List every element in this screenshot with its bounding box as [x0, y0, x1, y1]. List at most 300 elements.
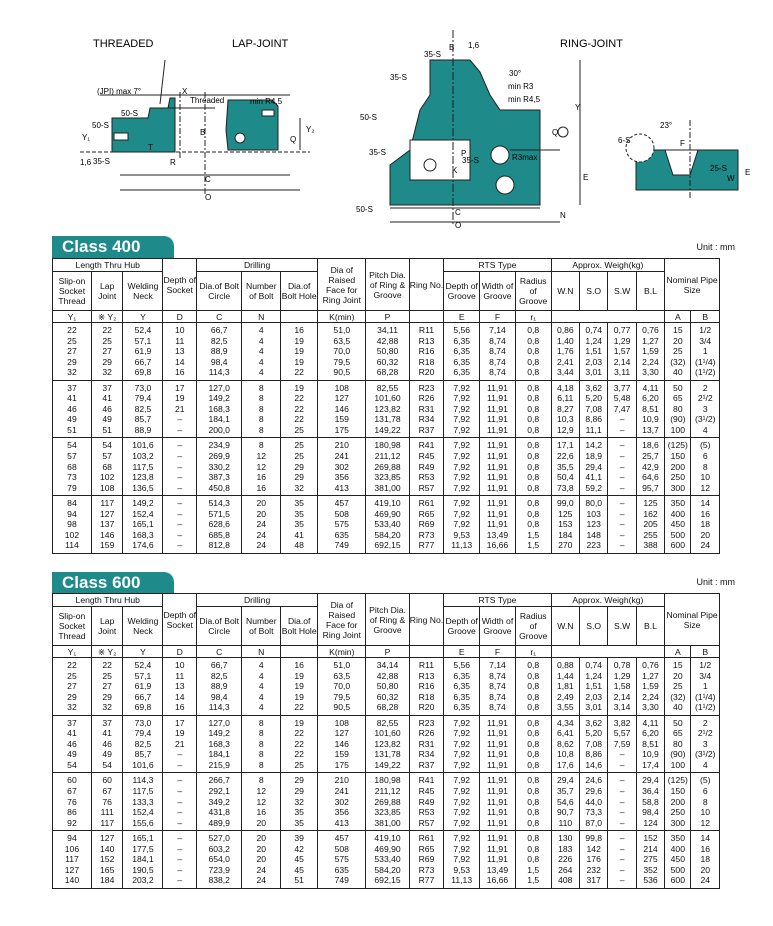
cell-value: 95,7 [642, 482, 659, 493]
cell-value: 4 [258, 670, 264, 681]
cell-sw [608, 438, 636, 496]
flange-diagram [0, 0, 773, 228]
cell-value: 41 [102, 728, 112, 739]
cell-value: 11,91 [487, 508, 508, 519]
symbol-blank [281, 646, 318, 658]
symbol-c: C [197, 311, 242, 323]
cell-k [318, 323, 366, 381]
cell-value: 2,03 [585, 691, 603, 702]
title-ring-joint: RING-JOINT [560, 38, 623, 50]
cell-value: 388 [643, 540, 658, 551]
cell-value: 16 [294, 660, 304, 670]
header-nominal-pipe-size: Nominal Pipe Size [665, 594, 720, 646]
cell-value: 131,78 [374, 414, 401, 425]
cell-value: 11,91 [487, 749, 508, 760]
cell-value: 0,8 [527, 817, 540, 828]
cell-value: 14,6 [585, 759, 603, 770]
cell-value: 0,8 [527, 833, 540, 844]
header-sw: S.W [608, 607, 636, 646]
cell-value: 11,91 [487, 482, 508, 493]
cell-value: 1,51 [585, 346, 603, 357]
cell-value: 66,7 [134, 691, 152, 702]
cell-value: 152 [643, 833, 658, 844]
cell-value: 20 [256, 498, 267, 509]
cell-value: 1,29 [613, 335, 631, 346]
cell-value: 0,8 [527, 759, 540, 770]
cell-so [580, 831, 608, 889]
cell-a [665, 773, 691, 831]
cell-value: 7,92 [453, 403, 471, 414]
cell-value: 73,8 [556, 482, 574, 493]
cell-value: 37 [67, 382, 77, 393]
cell-hole [281, 380, 318, 438]
cell-value: 12 [700, 482, 711, 493]
cell-value: 25 [67, 670, 77, 681]
cell-c [197, 380, 242, 438]
cell-value: – [619, 424, 625, 435]
cell-value: 61,9 [134, 681, 152, 692]
label-p: P [461, 149, 467, 158]
cell-value: 20 [700, 864, 711, 875]
cell-value: 3 [702, 738, 708, 749]
cell-a [665, 715, 691, 773]
cell-value: 180,98 [374, 775, 401, 786]
cell-value: 68,28 [376, 702, 399, 713]
cell-value: 16 [294, 325, 304, 335]
cell-y1 [53, 323, 92, 381]
cell-value: 300 [670, 817, 685, 828]
cell-y1 [53, 496, 92, 554]
cell-a [665, 380, 691, 438]
cell-hole [281, 323, 318, 381]
label-o-left: O [205, 193, 212, 202]
symbol-blank [551, 311, 665, 323]
cell-value: 5,48 [613, 393, 631, 404]
cell-value: 7,92 [453, 728, 471, 739]
cell-value: 94 [67, 833, 77, 844]
cell-value: 35 [294, 519, 304, 530]
cell-value: 20 [700, 529, 711, 540]
cell-value: 200 [670, 796, 685, 807]
cell-y2 [91, 380, 123, 438]
cell-value: 6,35 [453, 691, 471, 702]
cell-value: 37 [67, 717, 77, 728]
cell-value: 12 [256, 786, 267, 797]
cell-value: 18 [700, 854, 711, 865]
cell-value: 150 [670, 786, 685, 797]
cell-value: R23 [418, 717, 435, 728]
cell-value: 146 [334, 403, 349, 414]
cell-value: 8,74 [489, 670, 506, 681]
cell-value: 223 [586, 540, 601, 551]
cell-value: 51,0 [333, 660, 351, 670]
cell-value: 67 [102, 786, 112, 797]
cell-value: 125 [643, 498, 658, 509]
cell-value: 168,3 [132, 529, 154, 540]
cell-value: 140 [64, 875, 80, 886]
cell-value: 584,20 [374, 864, 401, 875]
cell-value: – [177, 529, 183, 540]
cell-value: 100 [670, 424, 685, 435]
title-lap-joint: LAP-JOINT [232, 38, 289, 50]
cell-value: 749 [334, 875, 349, 886]
cell-value: 162 [643, 508, 658, 519]
cell-sw [608, 496, 636, 554]
cell-value: 90,7 [556, 807, 574, 818]
cell-hole [281, 831, 318, 889]
cell-value: (3¹/2) [694, 749, 716, 760]
cell-value: 35,5 [556, 461, 574, 472]
cell-value: 7,92 [453, 440, 471, 451]
cell-so [580, 773, 608, 831]
cell-value: 111 [100, 807, 114, 818]
cell-ring [409, 773, 444, 831]
cell-value: 25 [673, 346, 683, 357]
cell-value: – [177, 775, 183, 786]
cell-c [197, 323, 242, 381]
cell-value: – [177, 451, 183, 462]
cell-value: 7,14 [489, 660, 506, 670]
cell-value: – [619, 875, 625, 886]
cell-value: R31 [418, 738, 435, 749]
cell-value: 49 [102, 414, 112, 425]
cell-value: 4 [258, 346, 264, 357]
cell-value: 210 [334, 440, 349, 451]
cell-n [242, 496, 281, 554]
cell-value: R16 [418, 681, 435, 692]
cell-value: 210 [334, 775, 349, 786]
cell-value: 22 [294, 749, 304, 760]
cell-value: 153 [558, 519, 573, 530]
cell-value: 35 [294, 807, 304, 818]
symbol-a: A [665, 311, 691, 323]
cell-value: 108 [334, 717, 349, 728]
cell-value: 8,74 [489, 346, 506, 357]
cell-value: 184 [100, 875, 115, 886]
cell-value: – [177, 424, 183, 435]
cell-value: 60,32 [376, 691, 399, 702]
header-wn: W.N [551, 272, 579, 311]
cell-value: 1 [702, 346, 708, 357]
cell-value: 3,14 [613, 702, 631, 713]
cell-wn [551, 715, 579, 773]
cell-value: 22 [294, 728, 304, 739]
header-ring-no: Ring No. [409, 259, 444, 311]
cell-y [123, 773, 163, 831]
header-width-groove: Width of Groove [480, 607, 516, 646]
cell-value: 68 [102, 461, 112, 472]
cell-value: 7,92 [453, 817, 471, 828]
cell-value: 25 [102, 335, 112, 346]
cell-n [242, 380, 281, 438]
cell-value: 57 [102, 451, 112, 462]
cell-value: 603,2 [208, 843, 230, 854]
cell-value: 22 [294, 393, 304, 404]
cell-value: 11,91 [487, 817, 508, 828]
cell-value: 51 [67, 424, 77, 435]
cell-value: 3,30 [642, 367, 659, 378]
cell-y [123, 438, 163, 496]
cell-value: 127 [334, 728, 349, 739]
symbol-y2: ※ Y₂ [91, 311, 123, 323]
cell-value: 11 [175, 670, 185, 681]
cell-value: 1,5 [527, 529, 540, 540]
cell-value: 20 [256, 833, 267, 844]
cell-value: 39 [294, 833, 304, 844]
cell-e [444, 323, 480, 381]
cell-value: 6,35 [453, 367, 471, 378]
cell-value: (125) [667, 775, 688, 786]
cell-value: 49 [67, 749, 77, 760]
cell-value: 49 [67, 414, 77, 425]
cell-value: 457 [334, 498, 349, 509]
cell-value: – [619, 519, 625, 530]
cell-value: 85,7 [134, 749, 152, 760]
cell-value: 6,11 [557, 393, 574, 404]
cell-value: 17,1 [556, 440, 574, 451]
cell-value: 25 [294, 424, 304, 435]
cell-r1 [515, 496, 551, 554]
cell-value: 6,35 [453, 681, 471, 692]
symbol-p: P [366, 311, 409, 323]
cell-r1 [515, 323, 551, 381]
cell-value: 8 [258, 775, 264, 786]
class-400-title: Class 400 [52, 236, 174, 258]
cell-value: 20 [256, 843, 267, 854]
cell-f [480, 831, 516, 889]
cell-value: 24 [700, 875, 711, 886]
cell-value: 29 [294, 472, 304, 483]
cell-value: (5) [699, 775, 711, 786]
label-50s-b: 50-S [92, 121, 109, 130]
header-bolt-hole: Dia.of Bolt Hole [281, 272, 318, 311]
cell-value: R20 [418, 367, 435, 378]
cell-value: 46 [67, 403, 77, 414]
cell-value: 7,92 [453, 382, 471, 393]
cell-value: 133,3 [132, 796, 154, 807]
cell-value: 19 [294, 717, 304, 728]
cell-value: 10 [174, 660, 185, 670]
symbol-e: E [444, 646, 480, 658]
header-radius-groove: Radius of Groove [515, 607, 551, 646]
cell-value: 4 [258, 691, 264, 702]
cell-value: 175 [334, 424, 349, 435]
cell-value: 7,92 [453, 775, 471, 786]
cell-value: 27 [102, 346, 112, 357]
cell-value: 11,91 [487, 382, 508, 393]
cell-value: 20 [256, 508, 267, 519]
cell-value: 8,62 [556, 738, 574, 749]
cell-value: 24 [256, 529, 267, 540]
cell-value: R41 [418, 775, 435, 786]
cell-value: 0,8 [527, 519, 540, 530]
cell-value: 7,92 [453, 759, 471, 770]
cell-d [163, 658, 197, 716]
cell-value: 3,62 [585, 382, 603, 393]
cell-y [123, 658, 163, 716]
cell-value: 6,35 [453, 335, 471, 346]
cell-value: 73 [67, 472, 77, 483]
cell-value: (90) [670, 749, 686, 760]
cell-sw [608, 773, 636, 831]
cell-value: 99,8 [585, 833, 603, 844]
cell-value: 45 [294, 864, 304, 875]
cell-value: – [619, 864, 625, 875]
cell-value: 205 [643, 519, 658, 530]
cell-value: 13,7 [642, 424, 659, 435]
cell-value: 1,81 [556, 681, 574, 692]
header-approx-weight: Approx. Weigh(kg) [551, 594, 665, 607]
cell-value: 136,5 [132, 482, 154, 493]
header-width-groove: Width of Groove [480, 272, 516, 311]
cell-value: R65 [418, 508, 435, 519]
cell-value: 19 [294, 382, 304, 393]
cell-value: 14,2 [585, 440, 603, 451]
cell-value: 5,56 [453, 325, 471, 335]
label-minr3: min R3 [508, 82, 534, 91]
cell-value: 50,80 [376, 681, 399, 692]
cell-value: 146 [334, 738, 349, 749]
cell-value: 15 [673, 325, 683, 335]
cell-y2 [91, 658, 123, 716]
cell-value: 19 [174, 393, 185, 404]
cell-value: 200,0 [208, 424, 230, 435]
cell-value: 24 [700, 540, 711, 551]
cell-value: 82,55 [376, 717, 399, 728]
cell-a [665, 496, 691, 554]
cell-value: 0,8 [527, 424, 540, 435]
cell-value: 21 [174, 403, 185, 414]
symbol-d: D [163, 311, 197, 323]
cell-value: 152 [100, 854, 115, 865]
cell-value: 27 [67, 681, 77, 692]
cell-r1 [515, 380, 551, 438]
label-x: X [182, 87, 188, 96]
cell-ring [409, 323, 444, 381]
symbol-blank [551, 646, 665, 658]
cell-value: – [619, 796, 625, 807]
cell-value: 584,20 [374, 529, 401, 540]
cell-bl [636, 496, 664, 554]
cell-value: 32 [67, 367, 77, 378]
cell-wn [551, 323, 579, 381]
cell-value: 14 [174, 691, 185, 702]
label-16-center: 1,6 [468, 41, 480, 50]
cell-y2 [91, 496, 123, 554]
cell-value: 79,4 [134, 728, 152, 739]
cell-value: 32 [102, 367, 112, 378]
cell-value: 168,3 [208, 738, 230, 749]
cell-value: 12 [700, 817, 711, 828]
cell-value: 527,0 [208, 833, 230, 844]
label-35s-inner: 35-S [462, 156, 479, 165]
cell-value: 82,55 [376, 382, 399, 393]
cell-value: 22 [102, 325, 112, 335]
cell-value: 18,6 [642, 440, 659, 451]
cell-value: 2,24 [642, 356, 659, 367]
cell-so [580, 715, 608, 773]
cell-value: 85,7 [134, 414, 152, 425]
cell-value: 1,5 [527, 875, 540, 886]
cell-value: 54 [67, 440, 77, 451]
cell-value: 4 [258, 681, 264, 692]
cell-value: 70,0 [333, 681, 351, 692]
cell-value: 42,88 [376, 335, 399, 346]
cell-value: 103,2 [132, 451, 154, 462]
cell-value: 266,7 [208, 775, 230, 786]
cell-value: 51 [294, 875, 304, 886]
cell-value: 234,9 [208, 440, 230, 451]
cell-value: 82,5 [210, 670, 228, 681]
cell-value: 1,59 [642, 681, 659, 692]
header-lap-joint: Lap Joint [91, 272, 123, 311]
cell-value: 25,7 [642, 451, 659, 462]
label-r3max: R3max [512, 153, 538, 162]
cell-wn [551, 496, 579, 554]
cell-value: 6,35 [453, 702, 471, 713]
cell-value: R57 [418, 482, 435, 493]
cell-value: 8 [258, 440, 264, 451]
cell-c [197, 773, 242, 831]
cell-value: 101,6 [132, 440, 154, 451]
cell-y [123, 496, 163, 554]
cell-value: 19 [294, 346, 304, 357]
header-number-bolt: Number of Bolt [242, 607, 281, 646]
cell-value: 8,74 [489, 702, 506, 713]
cell-y2 [91, 715, 123, 773]
cell-value: 6 [702, 451, 708, 462]
cell-value: 66,7 [134, 356, 152, 367]
cell-value: 7,92 [453, 854, 471, 865]
header-wn: W.N [551, 607, 579, 646]
label-e-center: E [583, 173, 589, 182]
cell-value: 352 [643, 864, 658, 875]
cell-value: 323,85 [374, 807, 401, 818]
cell-value: 7,92 [453, 807, 471, 818]
cell-value: 159 [334, 414, 349, 425]
cell-value: 165 [100, 864, 115, 875]
cell-value: 65 [673, 728, 683, 739]
cell-wn [551, 380, 579, 438]
cell-y1 [53, 831, 92, 889]
cell-ring [409, 380, 444, 438]
cell-ring [409, 496, 444, 554]
cell-value: 7,92 [453, 424, 471, 435]
cell-value: 6,35 [453, 670, 471, 681]
header-depth-groove: Depth of Groove [444, 607, 480, 646]
cell-value: – [177, 786, 183, 797]
cell-value: 0,8 [527, 382, 540, 393]
cell-value: 7,14 [489, 325, 506, 335]
cell-value: 628,6 [208, 519, 230, 530]
cell-value: – [619, 843, 625, 854]
label-35s-center: 35-S [369, 148, 386, 157]
cell-value: 50,4 [556, 472, 574, 483]
cell-value: 148 [586, 529, 601, 540]
cell-value: 692,15 [374, 875, 401, 886]
cell-value: 11,91 [487, 775, 508, 786]
cell-value: R23 [418, 382, 435, 393]
cell-value: 101,6 [132, 759, 154, 770]
cell-value: 57,1 [134, 670, 152, 681]
cell-value: 3,62 [585, 717, 603, 728]
cell-c [197, 715, 242, 773]
cell-hole [281, 773, 318, 831]
cell-value: 10,9 [642, 414, 659, 425]
cell-value: 1,40 [556, 335, 574, 346]
cell-value: 12 [256, 451, 267, 462]
cell-value: 8,51 [642, 403, 659, 414]
